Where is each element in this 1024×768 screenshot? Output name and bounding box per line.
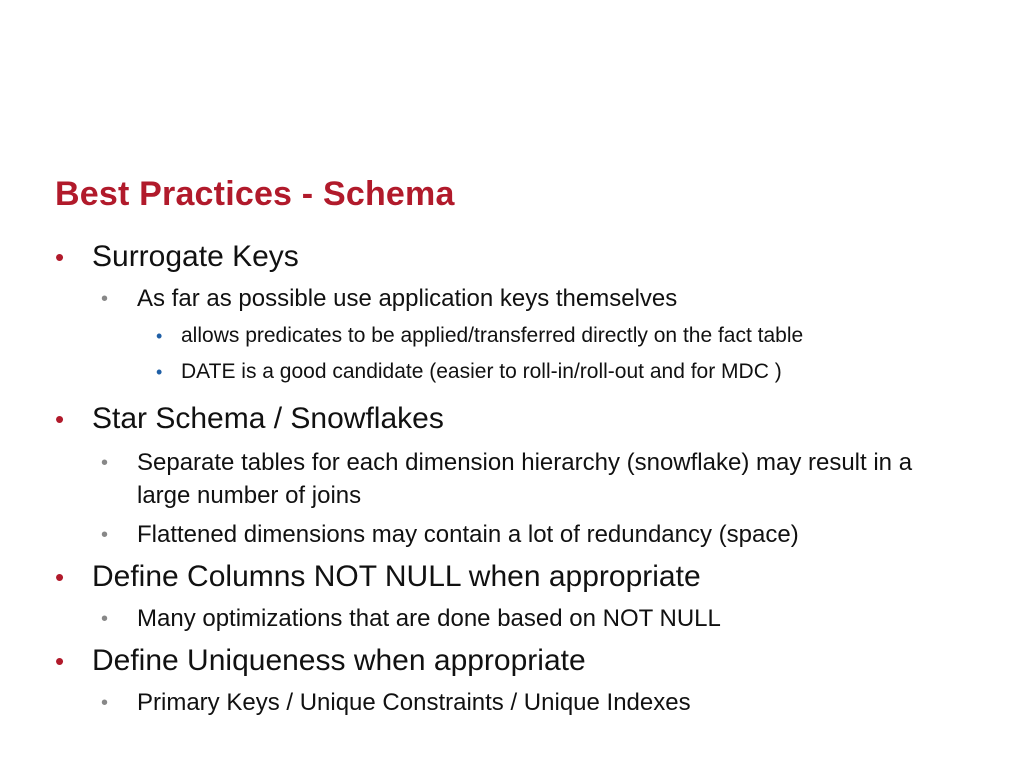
bullet-icon: •	[55, 646, 65, 676]
list-item	[55, 354, 975, 390]
bullet-icon: •	[101, 288, 109, 310]
bullet-icon: •	[101, 524, 109, 546]
list-item-text: Define Uniqueness when appropriate	[92, 644, 586, 677]
list-item	[55, 282, 975, 316]
list-item	[55, 398, 975, 440]
bullet-icon: •	[101, 692, 109, 714]
list-item	[55, 602, 975, 636]
bullet-list	[55, 236, 975, 720]
slide-title: Best Practices - Schema	[55, 175, 455, 213]
bullet-icon: •	[156, 326, 163, 346]
list-item-text: Separate tables for each dimension hierarchy (snowflake) may result in a large number of joins	[137, 449, 913, 509]
list-item-text: allows predicates to be applied/transferred directly on the fact table	[181, 324, 804, 347]
bullet-icon: •	[55, 242, 65, 272]
bullet-icon: •	[101, 608, 109, 630]
list-item	[55, 518, 975, 552]
list-item	[55, 446, 975, 512]
list-item-text: Star Schema / Snowflakes	[92, 402, 444, 435]
list-item	[55, 318, 975, 354]
bullet-icon: •	[55, 404, 65, 434]
list-item-text: Surrogate Keys	[92, 240, 299, 273]
list-item	[55, 236, 975, 278]
list-item	[55, 556, 975, 598]
list-item	[55, 686, 975, 720]
list-item-text: Flattened dimensions may contain a lot of redundancy (space)	[137, 521, 799, 548]
bullet-icon: •	[55, 562, 65, 592]
list-item-text: Many optimizations that are done based on NOT NULL	[137, 605, 721, 632]
list-item-text: DATE is a good candidate (easier to roll-in/roll-out and for MDC )	[181, 360, 782, 383]
list-item-text: Define Columns NOT NULL when appropriate	[92, 560, 701, 593]
list-item	[55, 640, 975, 682]
list-item-text: As far as possible use application keys themselves	[137, 285, 678, 312]
bullet-icon: •	[101, 452, 109, 474]
bullet-icon: •	[156, 362, 163, 382]
list-item-text: Primary Keys / Unique Constraints / Unique Indexes	[137, 689, 691, 716]
